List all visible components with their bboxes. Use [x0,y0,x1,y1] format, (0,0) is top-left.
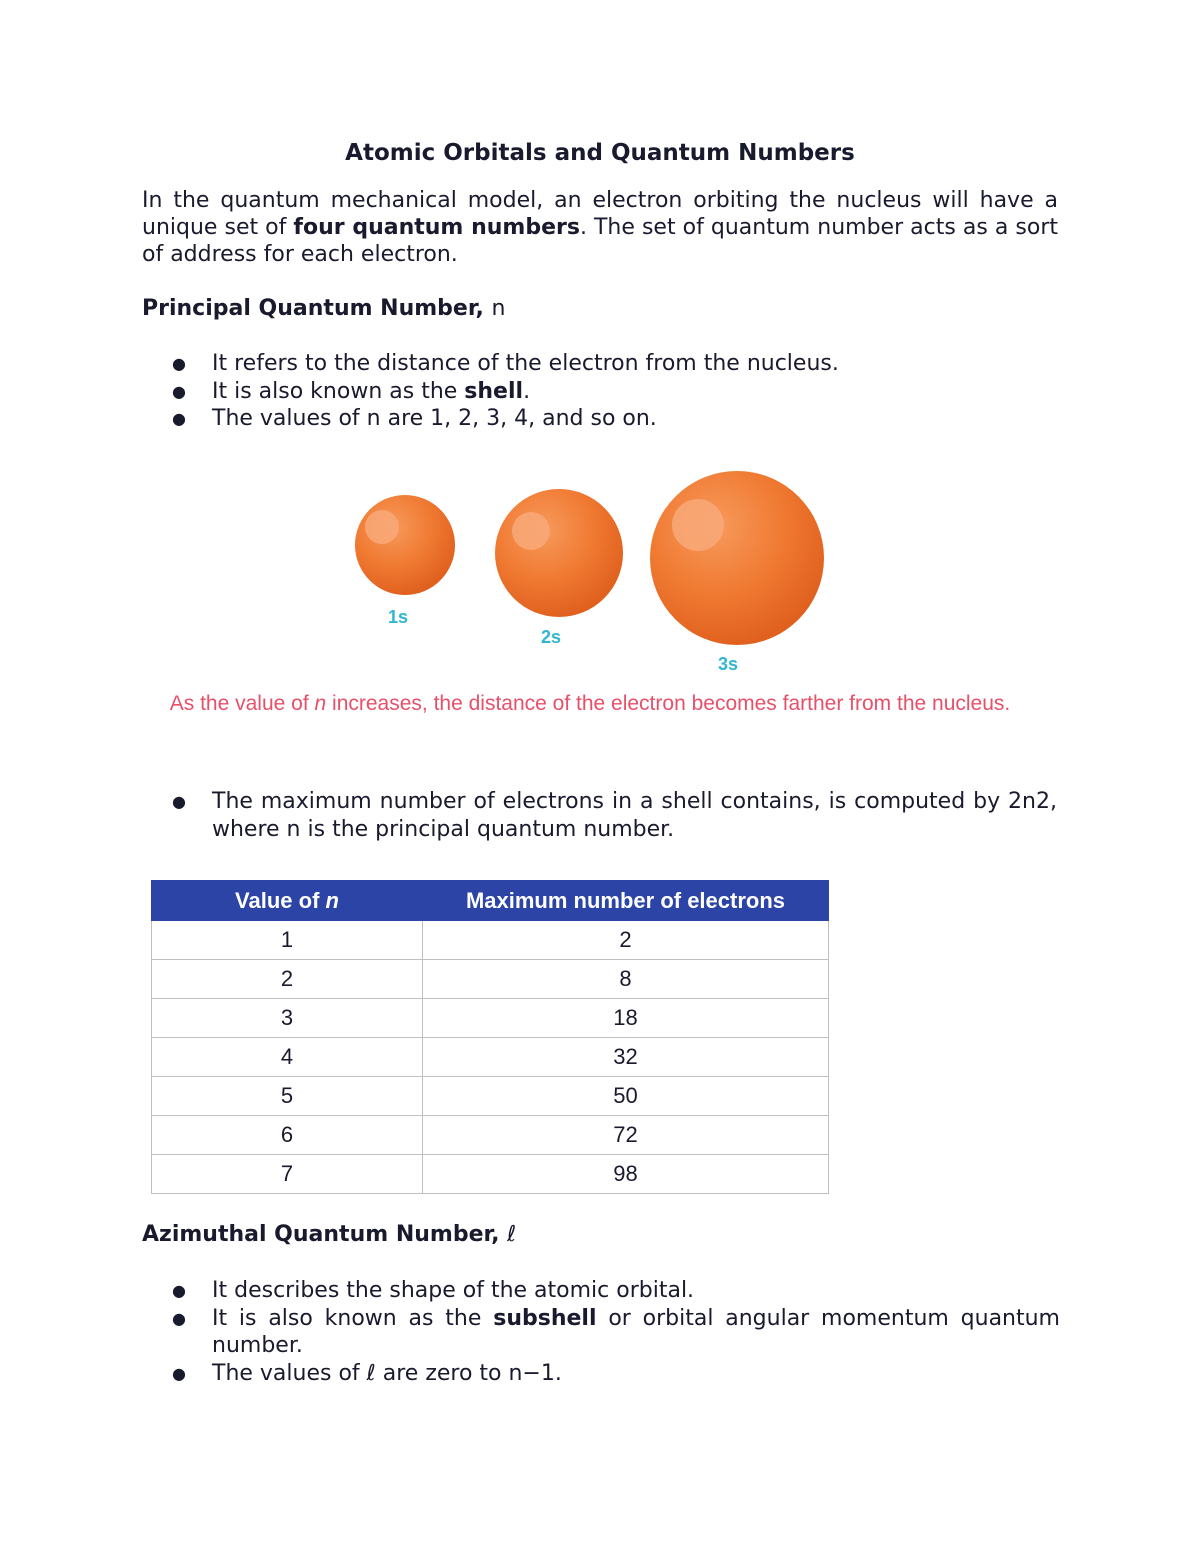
list-item: ● The values of ℓ are zero to n−1. [142,1360,1060,1388]
principal-heading: Principal Quantum Number, n [142,296,506,321]
max-electrons-bullet-list [142,788,1057,843]
principal-bullet-list [142,350,1060,433]
orbital-1s-sphere [355,495,455,595]
intro-bold-term: four quantum numbers [293,215,580,240]
table-row: 1 2 [152,921,829,960]
azimuthal-bullet-list [142,1277,1060,1387]
table-row: 4 32 [152,1038,829,1077]
table-row: 5 50 [152,1077,829,1116]
intro-paragraph: In the quantum mechanical model, an electron orbiting the nucleus will have a unique set of four quantum numbers. The set of quantum number acts as a sort of address for each electron. [142,188,1058,267]
table-header-value-of-n: Value of n [152,881,423,921]
list-item: ● It is also known as the shell. [142,378,1060,406]
orbital-label-2s: 2s [541,627,562,647]
orbital-label-1s: 1s [388,607,409,627]
list-item: ● The maximum number of electrons in a shell contains, is computed by 2n2, where n is the principal quantum number. [142,788,1057,843]
azimuthal-heading: Azimuthal Quantum Number, ℓ [142,1222,517,1247]
table-row: 6 72 [152,1116,829,1155]
orbital-label-3s: 3s [718,654,739,674]
table-header-max-electrons: Maximum number of electrons [423,881,829,921]
orbital-2s-sphere [495,489,623,617]
azimuthal-symbol: ℓ [507,1222,517,1247]
table-row: 3 18 [152,999,829,1038]
document-title: Atomic Orbitals and Quantum Numbers [345,140,855,166]
table-row: 7 98 [152,1155,829,1194]
list-item: ● It is also known as the subshell or orbital angular momentum quantum number. [142,1305,1060,1360]
table-row: 2 8 [152,960,829,999]
orbital-3s-sphere [650,471,824,645]
figure-caption: As the value of n increases, the distance of the electron becomes farther from the nucleus. [169,692,1011,715]
list-item: ● It describes the shape of the atomic orbital. [142,1277,1060,1305]
list-item: ● The values of n are 1, 2, 3, 4, and so on. [142,405,1060,433]
list-item: ● It refers to the distance of the electron from the nucleus. [142,350,1060,378]
table-header-row [152,881,829,921]
principal-symbol: n [491,296,506,321]
max-electrons-table [151,880,829,1194]
